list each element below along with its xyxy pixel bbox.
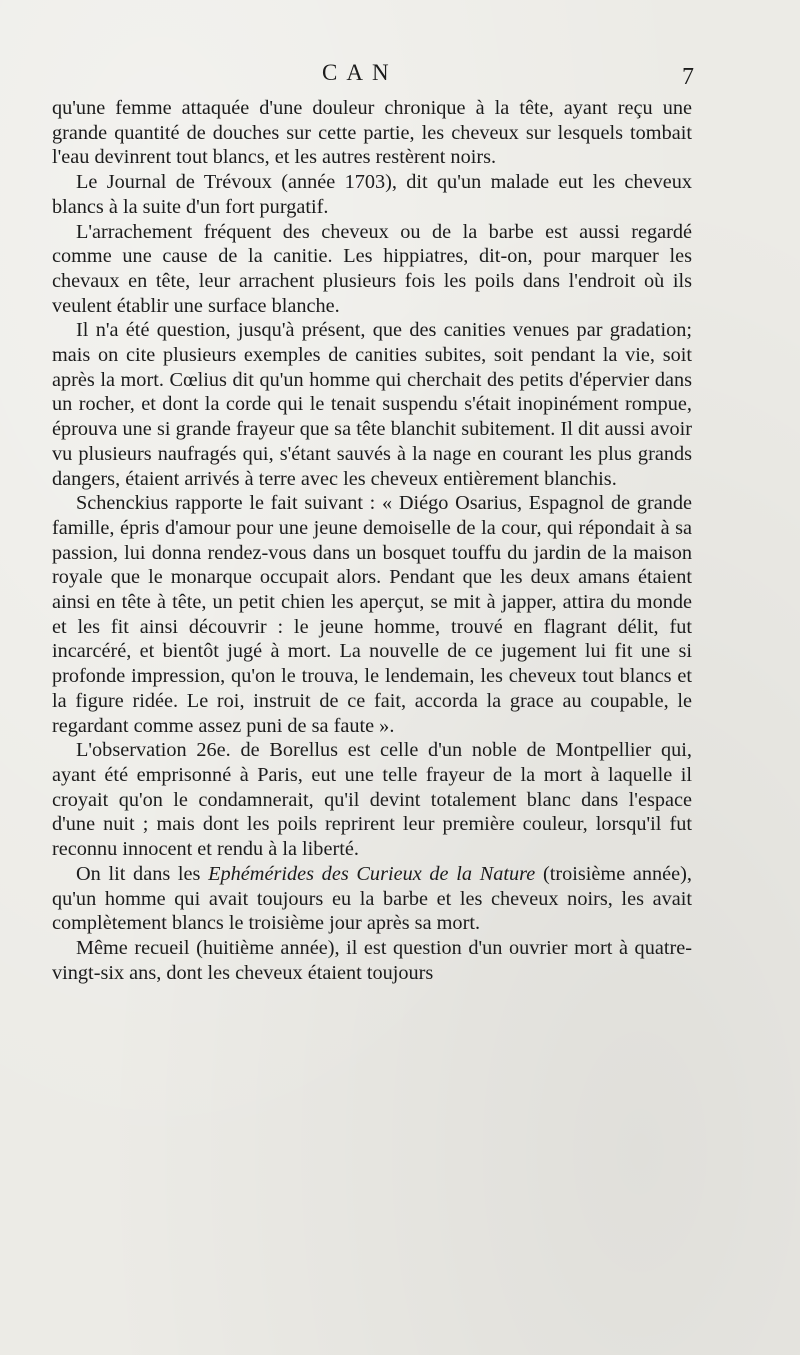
running-head-word: CAN <box>322 60 398 85</box>
paragraph-schenckius: Schenckius rapporte le fait suivant : « Diégo Osarius, Espagnol de grande famille, épris d'amour pour une jeune demoiselle de la cour, qui répondait à sa passion, lui donna rendez-vous dans un bosquet touffu du jardin de la maison royale que le monarque occupait alors. Pendant que les deux amans étaient ainsi en tête à tête, un petit chien les aperçut, se mit à japper, attira du monde et les fit ainsi découvrir : le jeune homme, trouvé en flagrant délit, fut incarcéré, et bientôt jugé à mort. La nouvelle de ce jugement lui fit une si profonde impression, qu'on le trouva, le lendemain, les cheveux tout blancs et la figure ridée. Le roi, instruit de ce fait, accorda la grace au coupable, le regardant comme assez puni de sa faute ». <box>52 492 692 737</box>
paragraph-ephemerides <box>52 862 692 936</box>
page-number: 7 <box>682 64 694 90</box>
paragraph-journal-trevoux: Le Journal de Trévoux (année 1703), dit qu'un malade eut les cheveux blancs à la suite d'un fort purgatif. <box>52 171 692 218</box>
running-head <box>52 58 692 96</box>
ephemerides-title: Ephémérides des Curieux de la Nature <box>208 862 536 885</box>
paragraph-meme-recueil: Même recueil (huitième année), il est question d'un ouvrier mort à quatre-vingt-six ans, dont les cheveux étaient toujours <box>52 936 692 984</box>
ephemerides-pre: On lit dans les <box>76 862 209 885</box>
paragraph-borellus: L'observation 26e. de Borellus est celle d'un noble de Montpellier qui, ayant été emprisonné à Paris, eut une telle frayeur de la mort à laquelle il croyait qu'on le condamnerait, qu'il devint totalement blanc dans l'espace d'une nuit ; mais dont les poils reprirent leur première couleur, lorsqu'il fut reconnu innocent et rendu à la liberté. <box>52 739 692 861</box>
body-text <box>52 96 692 985</box>
paragraph-arrachement: L'arrachement fréquent des cheveux ou de la barbe est aussi regardé comme une cause de la canitie. Les hippiatres, dit-on, pour marquer les chevaux en tête, leur arrachent plusieurs fois les poils dans l'endroit où ils veulent établir une surface blanche. <box>52 220 692 317</box>
ephemerides-post: (troisième année), qu'un homme qui avait toujours eu la barbe et les cheveux noirs, les avait complètement blancs le troisième jour après sa mort. <box>52 862 692 935</box>
paragraph-continuation: qu'une femme attaquée d'une douleur chronique à la tête, ayant reçu une grande quantité de douches sur cette partie, les cheveux sur lesquels tombait l'eau devinrent tout blancs, et les autres restèrent noirs. <box>52 97 692 169</box>
paragraph-canities-subites: Il n'a été question, jusqu'à présent, que des canities venues par gradation; mais on cite plusieurs exemples de canities subites, soit pendant la vie, soit après la mort. Cœlius dit qu'un homme qui cherchait des petits d'épervier dans un rocher, et dont la corde qui le tenait suspendu s'était inopinément rompue, éprouva une si grande frayeur que sa tête blanchit subitement. Il dit aussi avoir vu plusieurs naufragés qui, s'étant sauvés à la nage en courant les plus grands dangers, étaient arrivés à terre avec les cheveux entièrement blanchis. <box>52 319 692 490</box>
book-page <box>52 58 692 985</box>
